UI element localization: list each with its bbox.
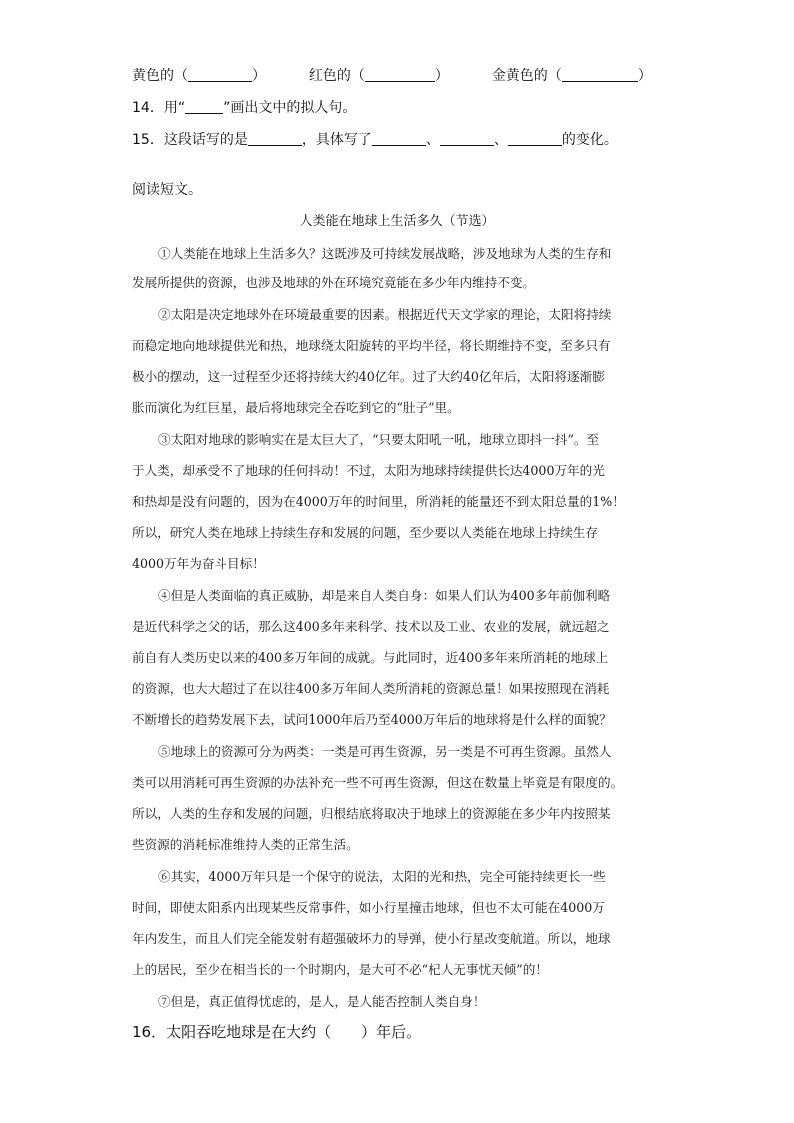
question-14 — [132, 98, 356, 118]
q13-gold-close: ） — [637, 68, 652, 84]
paragraph-line: 所以，研究人类在地球上持续生存和发展的问题，至少要以人类能在地球上持续生存 — [132, 525, 598, 540]
q15-text-mid: ，具体写了 — [301, 132, 372, 148]
paragraph-line: 胀而演化为红巨星，最后将地球完全吞吃到它的“肚子”里。 — [132, 400, 460, 415]
paragraph-line: 于人类，却承受不了地球的任何抖动！不过，太阳为地球持续提供长达4000万年的光 — [132, 463, 605, 478]
paragraph-line: ②太阳是决定地球外在环境最重要的因素。根据近代天文学家的理论，太阳将持续 — [158, 307, 612, 322]
paragraph-line: 发展所提供的资源，也涉及地球的外在环境究竟能在多少年内维持不变。 — [132, 275, 535, 290]
q15-text-after: 的变化。 — [561, 132, 618, 148]
paragraph-line: ⑥其实，4000万年只是一个保守的说法，太阳的光和热，完全可能持续更长一些 — [158, 869, 606, 884]
paragraph-line: 些资源的消耗标准维持人类的正常生活。 — [132, 837, 359, 852]
paragraph-line: 所以，人类的生存和发展的问题，归根结底将取决于地球上的资源能在多少年内按照某 — [132, 806, 611, 821]
q13-yellow-close: ） — [252, 68, 266, 84]
q15-text-before: 15．这段话写的是 — [132, 132, 248, 148]
q15-blank-change-1[interactable] — [372, 131, 426, 146]
paragraph-line: 时间，即使太阳系内出现某些反常事件，如小行星撞击地球，但也不太可能在4000万 — [132, 900, 605, 915]
q13-red-close: ） — [434, 68, 449, 84]
paragraph-line: ⑦但是，真正值得忧虑的，是人，是人能否控制人类自身！ — [158, 994, 486, 1009]
q13-yellow-label: 黄色的（ — [132, 68, 188, 84]
paragraph-line: 极小的摆动，这一过程至少还将持续大约40亿年。过了大约40亿年后，太阳将逐渐膨 — [132, 369, 605, 384]
reading-instruction: 阅读短文。 — [132, 182, 202, 198]
paragraph-line: 前自有人类历史以来的400多万年间的成就。与此同时，近400多年来所消耗的地球上 — [132, 650, 609, 665]
q13-red-blank[interactable] — [365, 67, 435, 82]
q14-text-before: 14．用“ — [132, 100, 186, 116]
question-16: 16．太阳吞吃地球是在大约（ ）年后。 — [132, 1023, 422, 1041]
paragraph-line: ④但是人类面临的真正威胁，却是来自人类自身：如果人们认为400多年前伽利略 — [158, 588, 611, 603]
paragraph-line: 年内发生，而且人们完全能发射有超强破坏力的导弹，使小行星改变航道。所以，地球 — [132, 931, 611, 946]
paragraph-line: 不断增长的趋势发展下去，试问1000年后乃至4000万年后的地球将是什么样的面貌？ — [132, 712, 612, 727]
paragraph-line: 类可以用消耗可再生资源的办法补充一些不可再生资源，但这在数量上毕竟是有限度的。 — [132, 775, 624, 790]
q15-blank-change-3[interactable] — [508, 131, 562, 146]
q14-underline-sample — [185, 99, 223, 114]
paragraph-line: 的资源，也大大超过了在以往400多万年间人类所消耗的资源总量！如果按照现在消耗 — [132, 681, 610, 696]
q13-gold-label: 金黄色的（ — [491, 68, 562, 84]
paragraph-line: 上的居民，至少在相当长的一个时期内，是大可不必“杞人无事忧天倾”的！ — [132, 962, 548, 977]
q15-blank-change-2[interactable] — [440, 131, 494, 146]
q15-sep-1: 、 — [425, 132, 440, 148]
paragraph-line: ⑤地球上的资源可分为两类：一类是可再生资源，另一类是不可再生资源。虽然人 — [158, 744, 612, 759]
question-15 — [132, 130, 618, 150]
paragraph-line: 是近代科学之父的话，那么这400多年来科学、技术以及工业、农业的发展，就远超之 — [132, 619, 610, 634]
q13-line — [132, 66, 652, 86]
q13-yellow-blank[interactable] — [188, 67, 252, 82]
paragraph-line: 而稳定地向地球提供光和热，地球绕太阳旋转的平均半径，将长期维持不变，至多只有 — [132, 338, 611, 353]
paragraph-line: ①人类能在地球上生活多久？这既涉及可持续发展战略，涉及地球为人类的生存和 — [158, 246, 612, 261]
q15-blank-topic[interactable] — [248, 131, 302, 146]
q13-red-label: 红色的（ — [308, 68, 365, 84]
paragraph-line: ③太阳对地球的影响实在是太巨大了，“只要太阳吼一吼，地球立即抖一抖”。至 — [158, 432, 600, 447]
paragraph-line: 4000万年为奋斗目标！ — [132, 556, 265, 571]
q15-sep-2: 、 — [493, 132, 508, 148]
q13-gold-blank[interactable] — [562, 67, 638, 82]
paragraph-line: 和热却是没有问题的，因为在4000万年的时间里，所消耗的能量还不到太阳总量的1%！ — [132, 494, 625, 509]
q14-text-after: ”画出文中的拟人句。 — [223, 100, 357, 116]
passage-title: 人类能在地球上生活多久（节选） — [299, 214, 495, 229]
